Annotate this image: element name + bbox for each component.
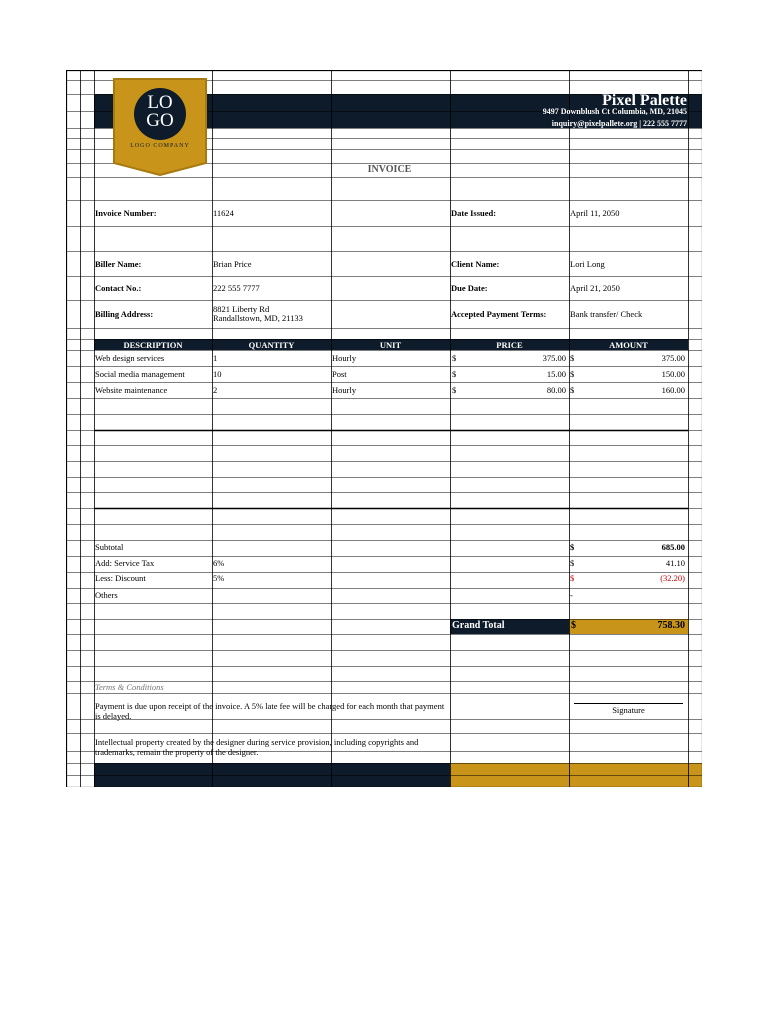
logo-text-bottom: GO [146, 110, 174, 131]
subtotal-currency: $ [570, 542, 575, 552]
company-name: Pixel Palette [602, 92, 687, 109]
table-row-3-description: Website maintenance [95, 385, 168, 395]
table-row-1-price-currency: $ [452, 353, 457, 363]
billing-address-line1: 8821 Liberty Rd [213, 304, 270, 314]
table-row-2-amount-currency: $ [570, 369, 575, 379]
date-issued-label: Date Issued: [451, 208, 497, 218]
table-row-1-description: Web design services [95, 353, 165, 363]
table-row-3-price-currency: $ [452, 385, 457, 395]
invoice-sheet [66, 70, 702, 787]
table-row-1-amount-currency: $ [570, 353, 575, 363]
table-row-2-amount: 150.00 [661, 369, 685, 379]
payment-terms: Bank transfer/ Check [570, 309, 643, 319]
company-logo [112, 77, 208, 176]
logo-caption: LOGO COMPANY [130, 143, 190, 149]
service-tax-label: Add: Service Tax [95, 558, 155, 568]
subtotal-label: Subtotal [95, 542, 124, 552]
table-row-3-price: 80.00 [546, 385, 566, 395]
table-row-1-amount: 375.00 [661, 353, 685, 363]
table-row-1-unit: Hourly [332, 353, 357, 363]
company-address: 9497 Downblush Ct Columbia, MD, 21045 [542, 107, 687, 116]
biller-name-label: Biller Name: [95, 259, 142, 269]
signature-line [574, 703, 683, 704]
contact-label: Contact No.: [95, 283, 142, 293]
table-row-3-unit: Hourly [332, 385, 357, 395]
due-date-label: Due Date: [451, 283, 488, 293]
date-issued: April 11, 2050 [570, 208, 620, 218]
invoice-number-label: Invoice Number: [95, 208, 157, 218]
column-header-amount: AMOUNT [609, 340, 648, 350]
contact-number: 222 555 7777 [213, 283, 260, 293]
due-date: April 21, 2050 [570, 283, 620, 293]
terms-item-1: Payment is due upon receipt of the invoice. A 5% late fee will be charged for each month that payment is delayed. [95, 701, 445, 721]
service-tax-rate: 6% [213, 558, 225, 568]
service-tax-currency: $ [570, 558, 575, 568]
signature-label: Signature [612, 705, 645, 715]
others-label: Others [95, 590, 118, 600]
column-header-quantity: QUANTITY [248, 340, 295, 350]
others-value: - [570, 590, 573, 600]
table-row-3-quantity: 2 [213, 385, 218, 395]
billing-address-line2: Randallstown, MD, 21133 [213, 313, 303, 323]
column-header-description: DESCRIPTION [123, 340, 183, 350]
subtotal-value: 685.00 [661, 542, 685, 552]
terms-item-2: Intellectual property created by the designer during service provision, including copyrights and trademarks, remain the property of the designer. [95, 737, 419, 757]
table-row-3-amount: 160.00 [661, 385, 685, 395]
discount-label: Less: Discount [95, 573, 146, 583]
table-row-1-price: 375.00 [542, 353, 566, 363]
logo-text-top: LO [147, 92, 173, 113]
table-row-2-price: 15.00 [546, 369, 566, 379]
client-name: Lori Long [570, 259, 605, 269]
discount-rate: 5% [213, 573, 225, 583]
column-header-unit: UNIT [379, 340, 402, 350]
payment-terms-label: Accepted Payment Terms: [451, 309, 547, 319]
company-contact: inquiry@pixelpallete.org | 222 555 7777 [551, 119, 687, 128]
terms-heading: Terms & Conditions [95, 682, 164, 692]
table-row-2-price-currency: $ [452, 369, 457, 379]
discount-value: (32.20) [660, 573, 685, 583]
discount-currency: $ [570, 573, 575, 583]
client-name-label: Client Name: [451, 259, 500, 269]
spreadsheet-grid [66, 70, 702, 787]
invoice-number: 11624 [213, 208, 234, 218]
table-row-2-unit: Post [332, 369, 347, 379]
billing-address-label: Billing Address: [95, 309, 154, 319]
grand-total-label: Grand Total [452, 620, 505, 631]
table-row-1-quantity: 1 [213, 353, 218, 363]
grand-total-value: 758.30 [657, 620, 685, 631]
grand-total-currency: $ [571, 620, 576, 631]
table-row-2-description: Social media management [95, 369, 185, 379]
service-tax-value: 41.10 [665, 558, 685, 568]
table-row-2-quantity: 10 [213, 369, 222, 379]
column-header-price: PRICE [496, 340, 523, 350]
invoice-title: INVOICE [367, 164, 412, 175]
biller-name: Brian Price [213, 259, 252, 269]
table-row-3-amount-currency: $ [570, 385, 575, 395]
